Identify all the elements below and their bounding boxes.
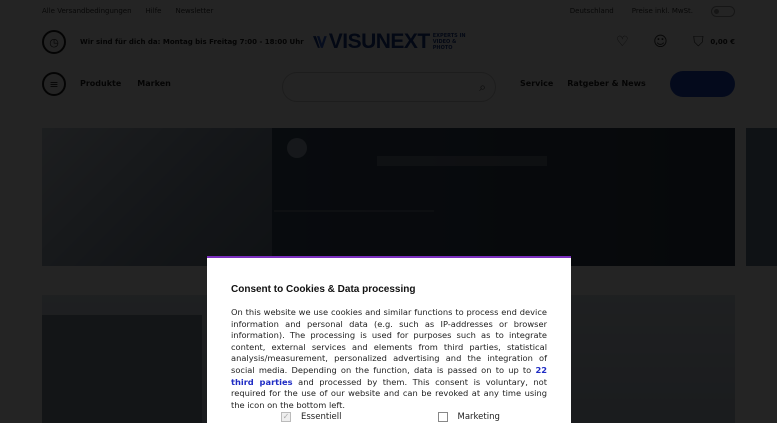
option-marketing[interactable] (438, 412, 500, 422)
option-essential[interactable] (281, 412, 342, 422)
third-parties-link[interactable]: 22 third parties (231, 364, 547, 387)
consent-text-before: On this website we use cookies and similar functions to process end device information and personal data (e.g. such as IP-addresses or browser information). The processing is used for purposes such as to integrate content, external services and elements from third parties, statistical analysis/measurement, personalized advertising and the integration of social media. Depending on the function, data is passed on to up to (231, 307, 547, 375)
consent-title: Consent to Cookies & Data processing (231, 284, 416, 295)
essential-checkbox[interactable]: ✓ (282, 412, 290, 421)
marketing-checkbox[interactable] (438, 412, 448, 422)
marketing-label: Marketing (457, 412, 500, 422)
consent-text (231, 307, 547, 411)
cookie-consent-dialog (207, 256, 571, 423)
consent-options (281, 412, 500, 422)
essential-label: Essentiell (301, 412, 342, 422)
consent-text-after: and processed by them. This consent is voluntary, not required for the use of our website and can be revoked at any time using the icon on the bottom left. (231, 376, 547, 410)
